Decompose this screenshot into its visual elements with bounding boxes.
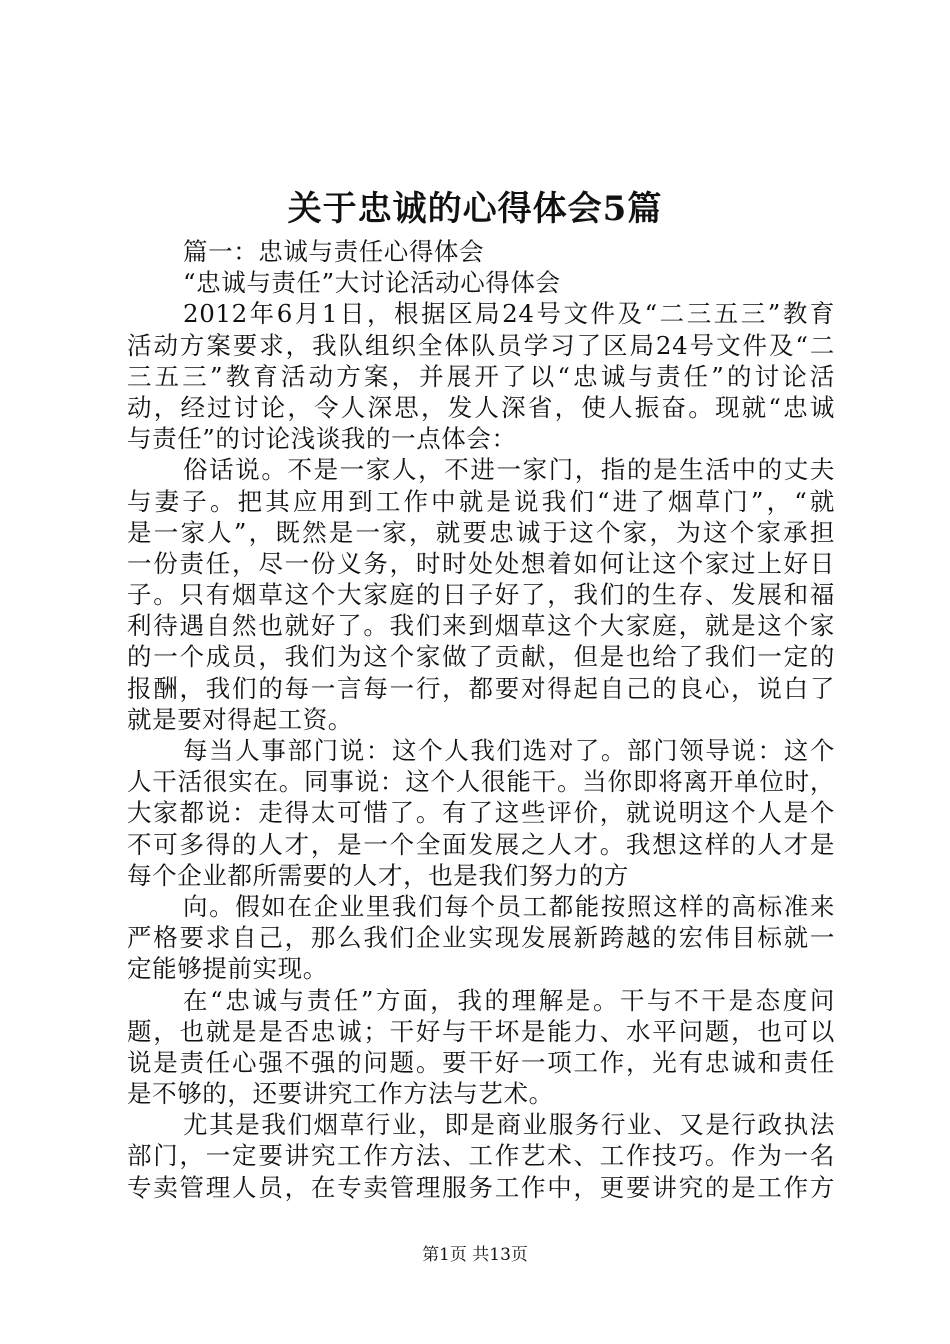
text-line: 专卖管理人员，在专卖管理服务工作中，更要讲究的是工作方: [127, 1172, 835, 1202]
text-line: 定能够提前实现。: [127, 954, 328, 984]
text-line: 每个企业都所需要的人才，也是我们努力的方: [127, 860, 629, 890]
text-line: 与妻子。把其应用到工作中就是说我们“进了烟草门”，“就: [127, 486, 835, 516]
text-line: 报酬，我们的每一言每一行，都要对得起自己的良心，说白了: [127, 673, 835, 703]
text-line: “忠诚与责任”大讨论活动心得体会: [183, 268, 561, 298]
text-line: 一份责任，尽一份义务，时时处处想着如何让这个家过上好日: [127, 548, 835, 578]
text-line: 动，经过讨论，令人深思，发人深省，使人振奋。现就“忠诚: [127, 392, 835, 422]
text-line: 篇一：忠诚与责任心得体会: [183, 237, 485, 266]
text-line: 三五三”教育活动方案，并展开了以“忠诚与责任”的讨论活: [127, 361, 835, 391]
text-line: 说是责任心强不强的问题。要干好一项工作，光有忠诚和责任: [127, 1047, 835, 1077]
text-line: 大家都说：走得太可惜了。有了这些评价，就说明这个人是个: [127, 798, 835, 828]
text-line: 利待遇自然也就好了。我们来到烟草这个大家庭，就是这个家: [127, 611, 835, 641]
text-line: 每当人事部门说：这个人我们选对了。部门领导说：这个: [183, 736, 835, 765]
text-line: 严格要求自己，那么我们企业实现发展新跨越的宏伟目标就一: [127, 923, 835, 953]
text-line: 不可多得的人才，是一个全面发展之人才。我想这样的人才是: [127, 829, 835, 859]
text-line: 题，也就是是否忠诚；干好与干坏是能力、水平问题，也可以: [127, 1016, 835, 1046]
text-line: 人干活很实在。同事说：这个人很能干。当你即将离开单位时，: [127, 767, 835, 797]
text-line: 在“忠诚与责任”方面，我的理解是。干与不干是态度问: [183, 985, 835, 1015]
text-line: 的一个成员，我们为这个家做了贡献，但是也给了我们一定的: [127, 642, 835, 672]
text-line: 俗话说。不是一家人，不进一家门，指的是生活中的丈夫: [183, 455, 835, 485]
document-title: 关于忠诚的心得体会5篇: [287, 189, 663, 229]
text-line: 子。只有烟草这个大家庭的日子好了，我们的生存、发展和福: [127, 580, 835, 610]
text-line: 活动方案要求，我队组织全体队员学习了区局24号文件及“二: [127, 330, 835, 360]
text-line: 就是要对得起工资。: [127, 704, 353, 734]
page-footer: 第1页 共13页: [422, 1245, 528, 1265]
text-line: 尤其是我们烟草行业，即是商业服务行业、又是行政执法: [183, 1110, 835, 1140]
text-line: 与责任”的讨论浅谈我的一点体会：: [127, 424, 517, 454]
text-line: 向。假如在企业里我们每个员工都能按照这样的高标准来: [183, 891, 835, 921]
text-line: 是一家人”，既然是一家，就要忠诚于这个家，为这个家承担: [127, 517, 835, 547]
text-line: 是不够的，还要讲究工作方法与艺术。: [127, 1079, 554, 1109]
text-line: 2012年6月1日，根据区局24号文件及“二三五三”教育: [183, 299, 835, 329]
document-body: [127, 236, 835, 1203]
text-line: 部门，一定要讲究工作方法、工作艺术、工作技巧。作为一名: [127, 1141, 835, 1171]
